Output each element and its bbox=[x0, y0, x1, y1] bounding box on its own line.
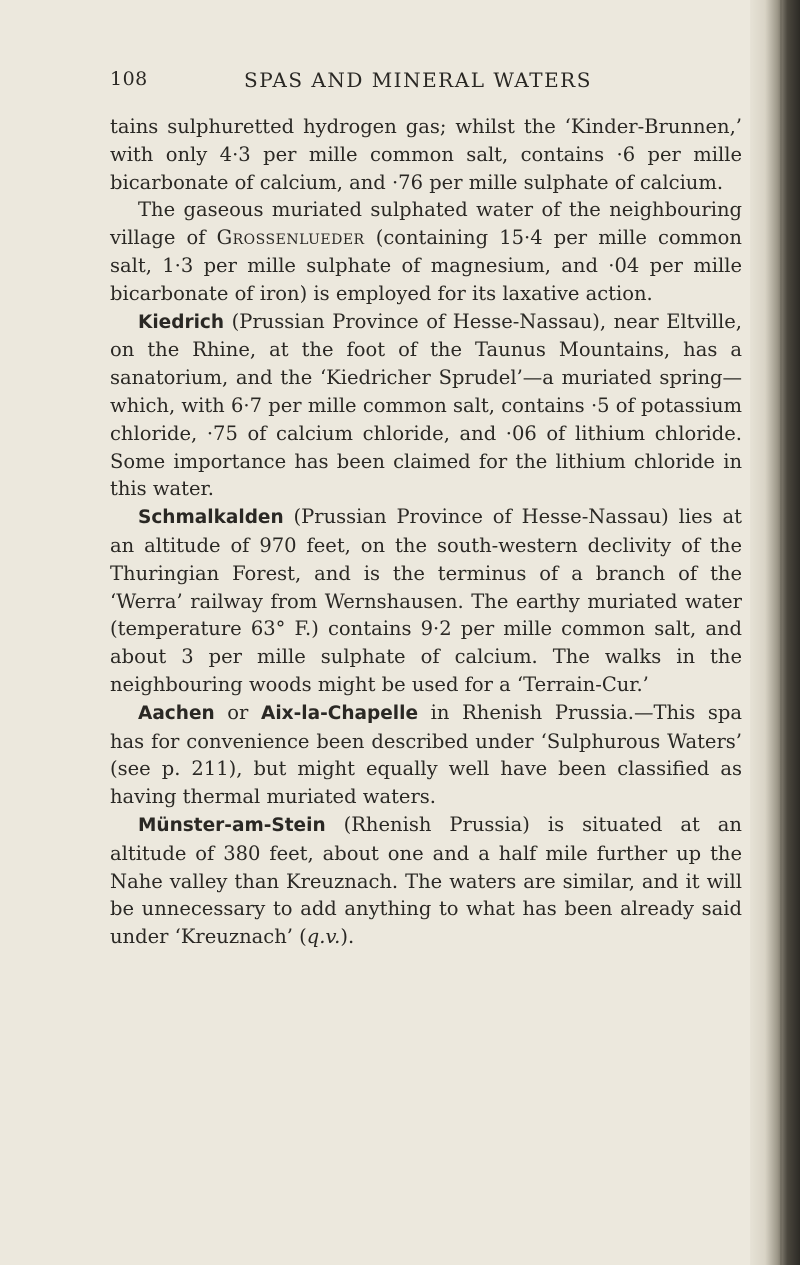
paragraph-grossenlueder bbox=[110, 196, 742, 307]
page-edge-line bbox=[780, 0, 782, 1265]
page-header bbox=[110, 68, 750, 98]
paragraph-end: ). bbox=[340, 925, 355, 949]
italic-reference: q.v. bbox=[306, 925, 341, 949]
spa-heading: Aachen bbox=[138, 702, 215, 724]
paragraph-text: in Rhenish Prussia.—This spa has for convenience been described under ‘Sulphurous Waters’ (see p. 211), but might equally well have been classified as having thermal muriated waters. bbox=[110, 700, 743, 809]
paragraph-aachen bbox=[110, 699, 742, 811]
paragraph-text: (Rhenish Prussia) is situated at an altitude of 380 feet, about one and a half mile further up the Nahe valley than Kreuznach. The waters are similar, and it will be unnecessary to add anything to what has been already said under ‘Kreuznach’ ( bbox=[110, 812, 742, 949]
paragraph-muenster bbox=[110, 811, 742, 951]
spa-heading-alt: Aix-la-Chapelle bbox=[261, 702, 419, 724]
running-head: SPAS AND MINERAL WATERS bbox=[244, 68, 592, 92]
paragraph-lead: The gaseous muriated sulphated water of the neighbouring village of bbox=[110, 198, 742, 250]
page-edge-shadow bbox=[750, 0, 800, 1265]
page-number: 108 bbox=[110, 68, 148, 90]
spa-heading: Münster-am-Stein bbox=[138, 814, 326, 836]
paragraph-kiedrich bbox=[110, 308, 742, 504]
paragraph-text: (Prussian Province of Hesse-Nassau), near Eltville, on the Rhine, at the foot of the Taunus Mountains, has a sanatorium, and the ‘Kiedricher Sprudel’—a muriated spring—which, with 6·7 per mille common salt, contains ·5 of potassium chloride, ·75 of calcium chloride, and ·06 of lithium chloride. Some importance has been claimed for the lithium chloride in this water. bbox=[110, 309, 742, 501]
place-name-smallcaps: Grossenlueder bbox=[216, 226, 365, 250]
paragraph-text: (containing 15·4 per mille common salt, 1·3 per mille sulphate of magnesium, and ·04 per mille bicarbonate of iron) is employed for its laxative action. bbox=[110, 226, 742, 305]
spa-heading: Schmalkalden bbox=[138, 507, 284, 529]
body-text bbox=[110, 113, 742, 951]
paragraph-text: (Prussian Province of Hesse-Nassau) lies at an altitude of 970 feet, on the south-western declivity of the Thuringian Forest, and is the terminus of a branch of the ‘Werra’ railway from Wernshausen. The earthy muriated water (temperature 63° F.) contains 9·2 per mille common salt, and about 3 per mille sulphate of calcium. The walks in the neighbouring woods might be used for a ‘Terrain-Cur.’ bbox=[110, 505, 742, 696]
paragraph-schmalkalden bbox=[110, 503, 742, 699]
paragraph-continuation bbox=[110, 113, 742, 196]
spa-heading: Kiedrich bbox=[138, 311, 225, 333]
paragraph-text: tains sulphuretted hydrogen gas; whilst the ‘Kinder-Brunnen,’ with only 4·3 per mille common salt, contains ·6 per mille bicarbonate of calcium, and ·76 per mille sulphate of calcium. bbox=[110, 115, 742, 194]
paragraph-text: or bbox=[214, 700, 261, 724]
